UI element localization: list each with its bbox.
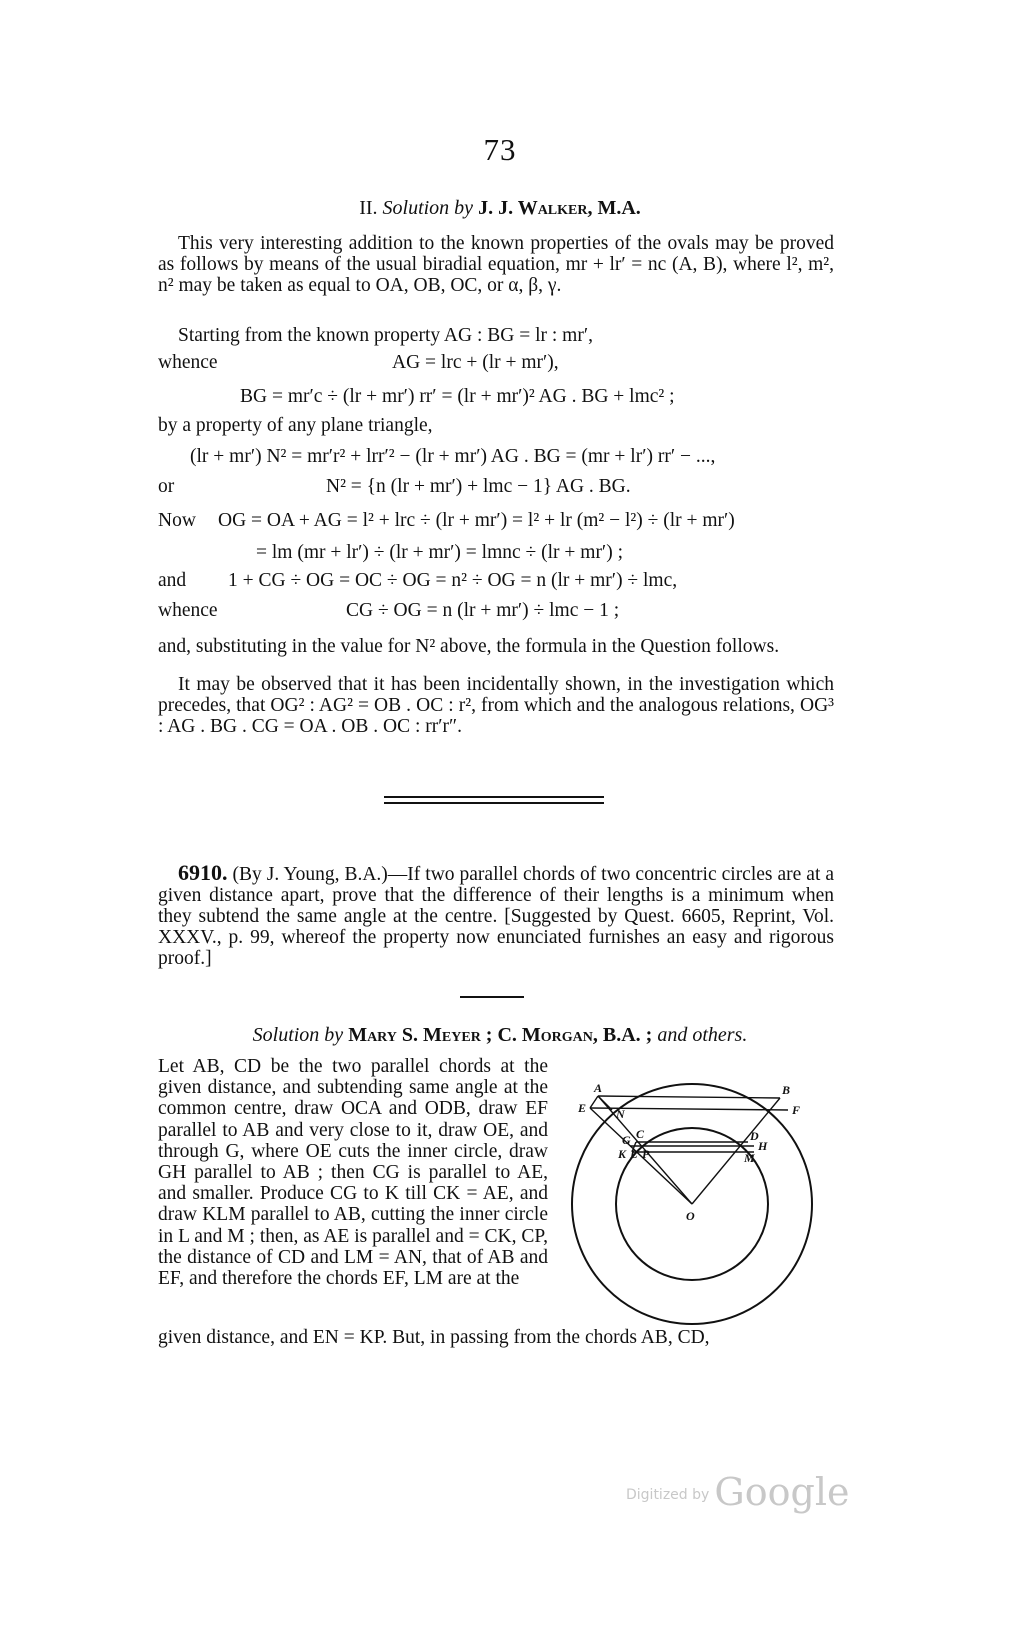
equation-5: OG = OA + AG = l² + lrc ÷ (lr + mr′) = l² + lr (m² − l²) ÷ (lr + mr′): [218, 510, 735, 531]
label-and: and: [158, 570, 187, 591]
equation-8: CG ÷ OG = n (lr + mr′) ÷ lmc − 1 ;: [346, 600, 620, 621]
paragraph-substituting: and, substituting in the value for N² above, the formula in the Question follows.: [158, 636, 780, 657]
question-text: (By J. Young, B.A.)—If two parallel chords of two concentric circles are at a given distance apart, prove that the difference of their lengths is a minimum when they subtend the same angle at the centre. [Suggested by Quest. 6605, Reprint, Vol. XXXV., p. 99, whereof the property now enunciated furnishes an easy and rigorous proof.]: [158, 864, 835, 969]
label-m: M: [744, 1151, 755, 1165]
section-title-italic: Solution by: [382, 197, 474, 219]
label-now: Now: [158, 510, 196, 531]
question-number: 6910.: [178, 860, 228, 885]
line-starting: Starting from the known property AG : BG = lr : mr′,: [178, 325, 593, 346]
label-e: E: [578, 1101, 587, 1115]
solution-and-others: and others.: [657, 1024, 748, 1046]
label-p: P: [642, 1147, 650, 1161]
label-k: K: [618, 1147, 627, 1161]
label-l: L: [630, 1147, 638, 1161]
question-6910: [158, 862, 834, 969]
concentric-circles-figure: [566, 1064, 828, 1326]
label-or: or: [158, 476, 175, 497]
label-g: G: [622, 1133, 631, 1147]
section-title: [0, 197, 1000, 220]
watermark-logo-text: Google: [714, 1470, 850, 1514]
label-c: C: [636, 1127, 645, 1141]
line-oe: [590, 1108, 692, 1204]
solution-title: [0, 1024, 1000, 1047]
separator-rule-top: [384, 796, 604, 798]
watermark-small-text: Digitized by: [626, 1487, 710, 1503]
section-title-author: J. J. Walker, M.A.: [478, 197, 641, 219]
label-whence-1: whence: [158, 352, 218, 373]
label-f: F: [792, 1103, 801, 1117]
google-watermark: [626, 1470, 849, 1514]
equation-2: BG = mr′c ÷ (lr + mr′) rr′ = (lr + mr′)² AG . BG + lmc² ;: [240, 386, 675, 407]
equation-7: 1 + CG ÷ OG = OC ÷ OG = n² ÷ OG = n (lr + mr′) ÷ lmc,: [228, 570, 678, 591]
solution-paragraph: Let AB, CD be the two parallel chords at the given distance, and subtending same angle at the common centre, draw OCA and ODB, draw EF parallel to AB and very close to it, draw OE, and through G, where OE cuts the inner circle, draw GH parallel to AB ; then CG is parallel to AE, and smaller. Produce CG to K till CK = AE, and draw KLM parallel to AB, cutting the inner circle in L and M ; then, as AE is parallel and = CK, CP, the distance of CD and LM = AN, that of AB and EF, and therefore the chords EF, LM are at the: [158, 1056, 548, 1290]
page-number: 73: [483, 132, 517, 167]
label-d: D: [750, 1129, 759, 1143]
chord-ab: [598, 1096, 780, 1098]
label-b: B: [782, 1083, 791, 1097]
label-h: H: [758, 1139, 768, 1153]
paragraph-intro: This very interesting addition to the known properties of the ovals may be proved as follows by means of the usual biradial equation, mr + lr′ = nc (A, B), where l², m², n² may be taken as equal to OA, OB, OC, or α, β, γ.: [158, 233, 834, 296]
label-o: O: [686, 1209, 695, 1223]
solution-last-line: given distance, and EN = KP. But, in passing from the chords AB, CD,: [158, 1327, 710, 1348]
equation-1: AG = lrc + (lr + mr′),: [392, 352, 559, 373]
solution-title-italic: Solution by: [252, 1024, 344, 1046]
line-triangle: by a property of any plane triangle,: [158, 415, 433, 436]
equation-3: (lr + mr′) N² = mr′r² + lrr′² − (lr + mr′) AG . BG = (mr + lr′) rr′ − ...,: [190, 446, 716, 467]
solution-authors: Mary S. Meyer ; C. Morgan, B.A. ;: [348, 1024, 653, 1046]
label-a: A: [594, 1081, 603, 1095]
equation-6: = lm (mr + lr′) ÷ (lr + mr′) = lmnc ÷ (lr + mr′) ;: [256, 542, 623, 563]
line-ae: [590, 1096, 598, 1108]
short-rule: [460, 996, 524, 998]
paragraph-observed: It may be observed that it has been incidentally shown, in the investigation which precedes, that OG² : AG² = OB . OC : r², from which and the analogous relations, OG³ : AG . BG . CG = OA . OB . OC : rr′r″.: [158, 674, 834, 737]
section-title-prefix: II.: [359, 197, 378, 219]
label-n: N: [616, 1107, 625, 1121]
label-whence-2: whence: [158, 600, 218, 621]
equation-4: N² = {n (lr + mr′) + lmc − 1} AG . BG.: [326, 476, 631, 497]
separator-rule-bottom: [384, 802, 604, 804]
